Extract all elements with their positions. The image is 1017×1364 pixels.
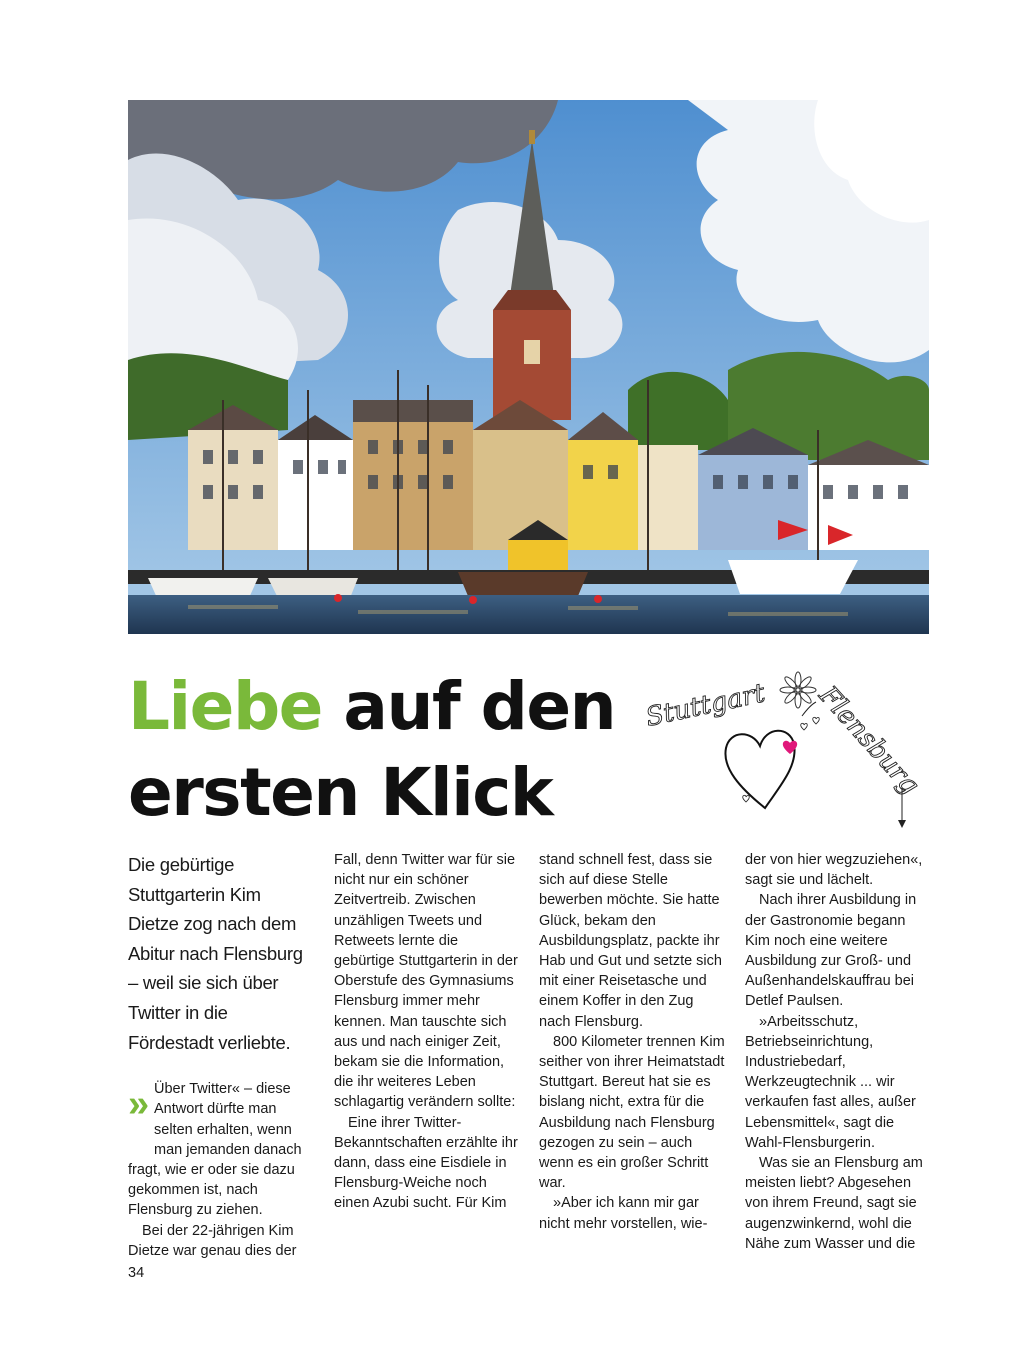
column-4 [745, 850, 931, 1254]
harbor-town-photo [128, 100, 929, 634]
flower-icon [780, 672, 816, 708]
paragraph: Bei der 22-jährigen Kim Dietze war genau dies der [128, 1222, 297, 1259]
column-1 [128, 850, 314, 1261]
paragraph: Über Twitter« – diese Antwort dürfte man selten erhalten, wenn man jemanden danach fragt, wie er oder sie dazu gekommen ist, nach Flensburg zu ziehen. [128, 1081, 302, 1219]
paragraph: »Aber ich kann mir gar nicht mehr vorstellen, wie- [539, 1195, 708, 1232]
paragraph: der von hier wegzuziehen«, sagt sie und lächelt. [745, 852, 923, 889]
ornament-right-word: Flensburg [812, 680, 925, 801]
paragraph: Was sie an Flensburg am meisten liebt? Abgesehen von ihrem Freund, sagt sie augenzwinkernd, wohl die Nähe zum Wasser und die [745, 1155, 923, 1252]
paragraph: »Arbeitsschutz, Betriebseinrichtung, Industriebedarf, Werkzeugtechnik ... wir verkaufen fast alles, außer Lebensmittel«, sagt die Wahl-Flensburgerin. [745, 1013, 916, 1151]
headline-accent: Liebe [128, 668, 322, 745]
ornament-left-word: Stuttgart [643, 678, 768, 733]
intro-text: Die gebürtige Stuttgarterin Kim Dietze zog nach dem Abitur nach Flensburg – weil sie sich über Twitter in die Fördestadt verliebte. [128, 854, 303, 1053]
paragraph: Nach ihrer Ausbildung in der Gastronomie begann Kim noch eine weitere Ausbildung zur Groß- und Außenhandelskauffrau bei Detlef Paulsen. [745, 892, 917, 1010]
paragraph: Fall, denn Twitter war für sie nicht nur ein schöner Zeitvertreib. Zwischen unzähligen Tweets und Retweets lernte die gebürtige Stuttgarterin in der Oberstufe des Gymnasiums Flensburg immer mehr kennen. Man tauschte sich aus und nach einiger Zeit, bekam sie die Information, die ihr weiteres Leben schlagartig verändern sollte: [334, 852, 518, 1111]
page-number: 34 [128, 1265, 145, 1281]
paragraph: Eine ihrer Twitter-Bekanntschaften erzählte ihr dann, dass eine Eisdiele in Flensburg-Weiche noch einen Azubi sucht. Für Kim [334, 1114, 518, 1212]
headline-rest: auf den ersten Klick [128, 668, 616, 831]
dropquote-mark: » [128, 1083, 144, 1126]
column-3 [539, 850, 725, 1234]
heart-flower-ornament [640, 668, 940, 838]
column-2 [334, 850, 520, 1214]
paragraph: 800 Kilometer trennen Kim seither von ihrer Heimatstadt Stuttgart. Bereut hat sie es bislang nicht, extra für die Ausbildung nach Flensburg gezogen zu sein – auch wenn es ein großer Schritt war. [539, 1033, 725, 1192]
paragraph: stand schnell fest, dass sie sich auf diese Stelle bewerben möchte. Sie hatte Glück, bekam den Ausbildungsplatz, packte ihr Hab und Gut und setzte sich mit einer Reisetasche und einem Koffer in den Zug nach Flensburg. [539, 852, 722, 1030]
headline [128, 664, 648, 836]
